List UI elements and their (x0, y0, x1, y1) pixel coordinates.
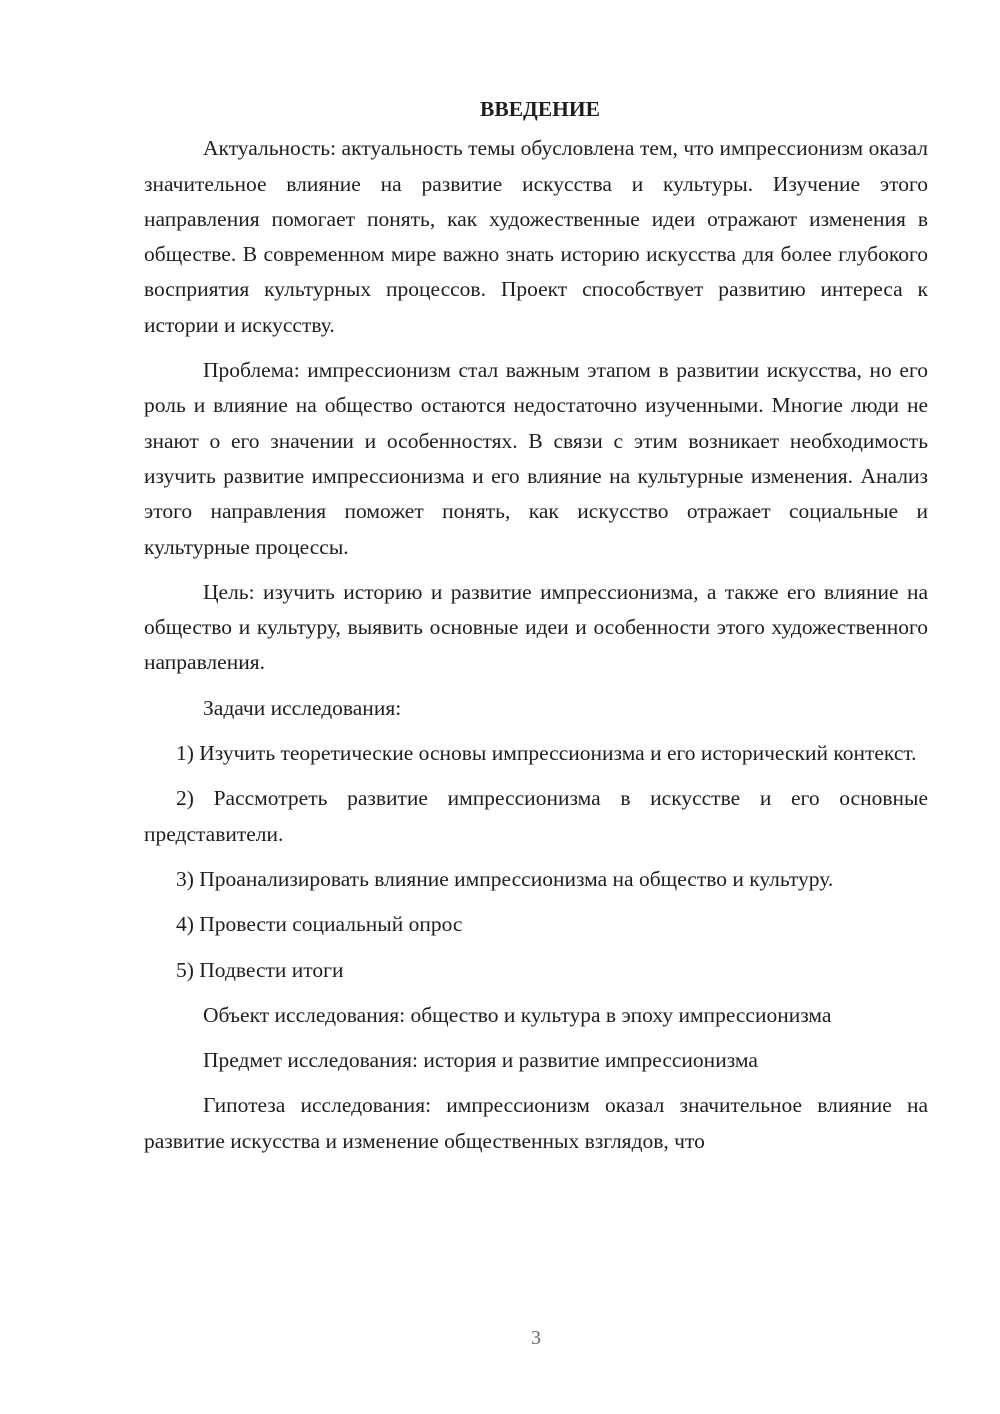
task-item-4: 4) Провести социальный опрос (176, 912, 463, 937)
task-item-2: 2) Рассмотреть развитие импрессионизма в искусстве и его основные представители. (144, 786, 928, 846)
tasks-heading: Задачи исследования: (203, 695, 402, 720)
research-subject-paragraph: Предмет исследования: история и развитие импрессионизма (203, 1048, 758, 1073)
section-title: ВВЕДЕНИЕ (480, 97, 600, 121)
task-item-3: 3) Проанализировать влияние импрессионизма на общество и культуру. (176, 866, 834, 891)
task-item-5: 5) Подвести итоги (176, 957, 344, 982)
goal-paragraph: Цель: изучить историю и развитие импрессионизма, а также его влияние на общество и культуру, выявить основные идеи и особенности этого художественного направления. (144, 579, 928, 675)
hypothesis-paragraph: Гипотеза исследования: импрессионизм оказал значительное влияние на развитие искусства и изменение общественных взглядов, что (144, 1093, 928, 1153)
problem-paragraph: Проблема: импрессионизм стал важным этапом в развитии искусства, но его роль и влияние на общество остаются недостаточно изученными. Многие люди не знают о его значении и особенностях. В связи с этим возникает необходимость изучить развитие импрессионизма и его влияние на культурные изменения. Анализ этого направления поможет понять, как искусство отражает социальные и культурные процессы. (144, 358, 928, 559)
page-number: 3 (531, 1327, 541, 1349)
document-page (144, 92, 928, 1169)
research-object-paragraph: Объект исследования: общество и культура в эпоху импрессионизма (203, 1002, 832, 1027)
relevance-paragraph: Актуальность: актуальность темы обусловлена тем, что импрессионизм оказал значительное влияние на развитие искусства и культуры. Изучение этого направления помогает понять, как художественные идеи отражают изменения в обществе. В современном мире важно знать историю искусства для более глубокого восприятия культурных процессов. Проект способствует развитию интереса к истории и искусству. (144, 136, 928, 337)
task-item-1: 1) Изучить теоретические основы импрессионизма и его исторический контекст. (176, 741, 917, 766)
